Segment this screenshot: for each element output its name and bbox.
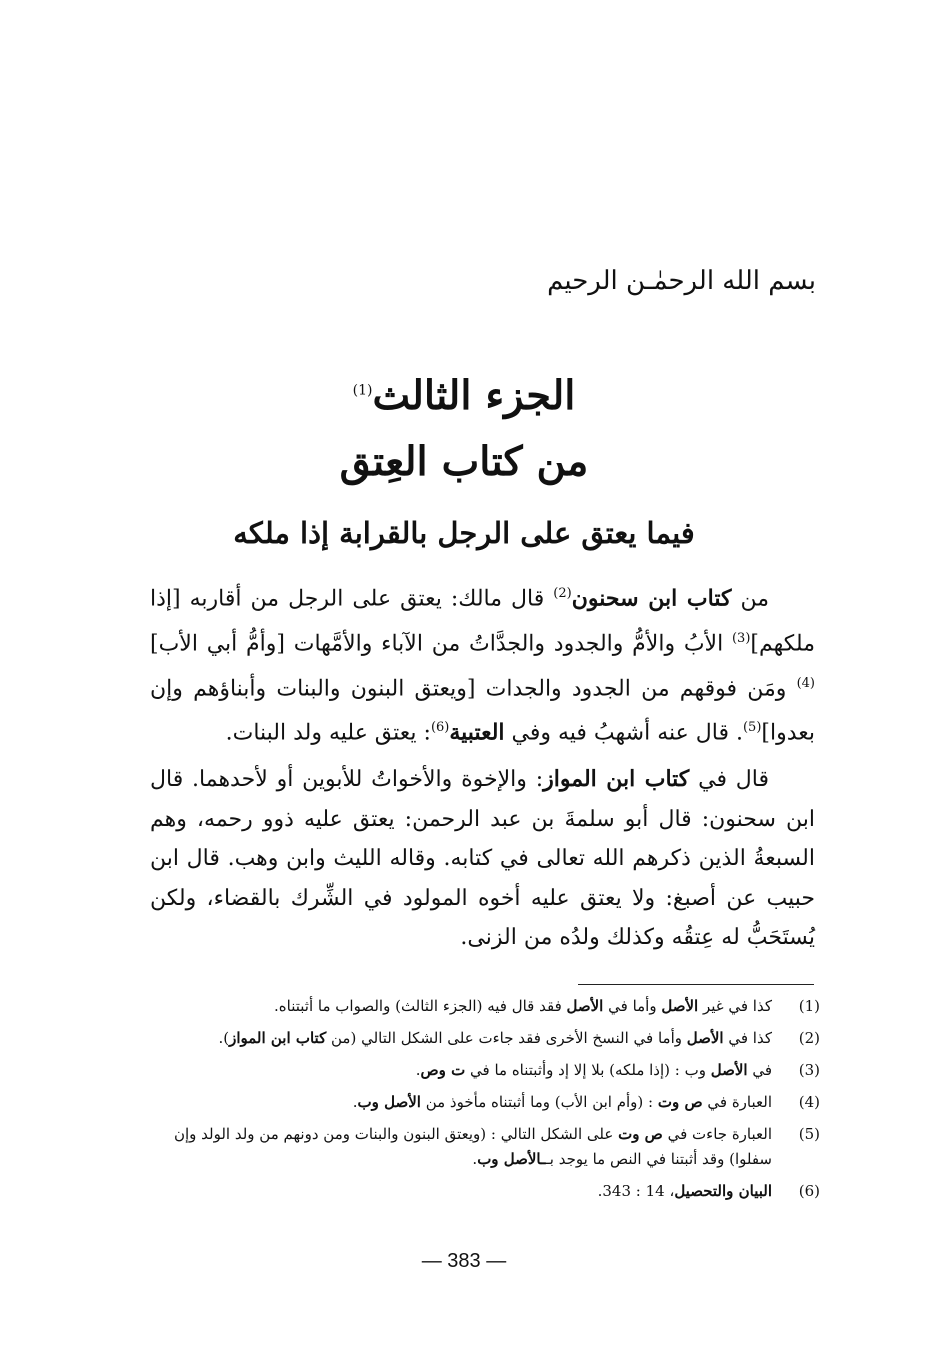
footnote-number: (5) — [798, 1125, 820, 1143]
footnote-item — [150, 1090, 820, 1115]
footnote-number: (4) — [798, 1093, 820, 1111]
paragraph-text: قال مالك: يعتق على الرجل من أقاربه [إذا ملكهم] — [150, 586, 815, 657]
footnote-text: كذا في غير الأصل وأما في الأصل فقد قال فيه (الجزء الثالث) والصواب ما أثبتناه. — [274, 997, 772, 1015]
paragraph-text: : يعتق عليه ولد البنات. — [225, 720, 431, 746]
footnotes — [150, 994, 820, 1211]
paragraph-text: الأبُ والأمُّ والجدود والجدَّاتُ من الآباء والأمَّهات [وأمُّ أبي الأب] — [150, 631, 732, 657]
footnote-ref: (5) — [742, 720, 762, 736]
paragraph-1 — [150, 574, 815, 753]
footnote-number: (3) — [798, 1061, 820, 1079]
page-number: — 383 — — [421, 1250, 507, 1272]
footnote-ref: (6) — [430, 720, 450, 736]
part-title — [0, 372, 928, 419]
paragraph-2 — [150, 760, 815, 958]
paragraph-text: . قال عنه أشهبُ فيه وفي — [504, 720, 743, 746]
footnote-number: (6) — [798, 1182, 820, 1200]
source-name: العتبية — [449, 719, 505, 746]
footnote-number: (2) — [798, 1029, 820, 1047]
footnote-item — [150, 1179, 820, 1204]
basmala-heading: بسم الله الرحمٰـن الرحيم — [547, 266, 816, 296]
footnote-text: العبارة جاءت في ص وت على الشكل التالي : (ويعتق البنون والبنات ومن دونهم من ولد الولد وإن سفلوا) وقد أثبتنا في النص ما يوجد بــالأصل وب. — [173, 1125, 772, 1168]
source-name: كتاب ابن سحنون — [571, 585, 732, 612]
footnote-item — [150, 1122, 820, 1172]
book-title: من كتاب العِتق — [339, 438, 589, 485]
footnote-text: كذا في الأصل وأما في النسخ الأخرى فقد جاءت على الشكل التالي (من كتاب ابن المواز). — [218, 1029, 772, 1047]
footnote-text: في الأصل وب : (إذا ملكه) بلا إلا إد وأثبتناه ما في ت وص. — [415, 1061, 772, 1079]
footnote-ref: (2) — [553, 586, 572, 601]
paragraph-text: من — [731, 586, 769, 612]
section-title: فيما يعتق على الرجل بالقرابة إذا ملكه — [233, 516, 695, 550]
footnote-ref: (3) — [731, 630, 751, 646]
part-title-text: الجزء الثالث — [372, 372, 576, 419]
footnote-text: البيان والتحصيل، 14 : 343. — [597, 1182, 772, 1200]
footnote-item — [150, 994, 820, 1019]
footnote-ref: (4) — [796, 675, 815, 691]
footnote-ref: (1) — [352, 382, 373, 399]
footnote-number: (1) — [798, 997, 820, 1015]
source-name: كتاب ابن المواز — [543, 766, 690, 792]
footnote-divider — [578, 984, 814, 985]
footnote-item — [150, 1026, 820, 1051]
paragraph-text: ومَن فوقهم من الجدود والجدات [ويعتق البنون والبنات وأبناؤهم وإن بعدوا] — [150, 675, 815, 746]
paragraph-text: قال في — [689, 767, 770, 792]
footnote-item — [150, 1058, 820, 1083]
footnote-text: العبارة في ص وت : (وأم ابن الأب) وما أثبتناه مأخوذ من الأصل وب. — [352, 1093, 772, 1111]
paragraph-text: : والإخوة والأخواتُ للأبوين أو لأحدهما. قال ابن سحنون: قال أبو سلمةَ بن عبد الرحمن: يعتق عليه ذوو رحمه، وهم السبعةُ الذين ذكرهم الله تعالى في كتابه. وقاله الليث وابن وهب. قال ابن حبيب عن أصبغ: ولا يعتق عليه أخوه المولود في الشِّرك بالقضاء، ولكن يُستَحَبُّ له عِتقُه وكذلك ولدُه من الزنى. — [150, 767, 815, 950]
